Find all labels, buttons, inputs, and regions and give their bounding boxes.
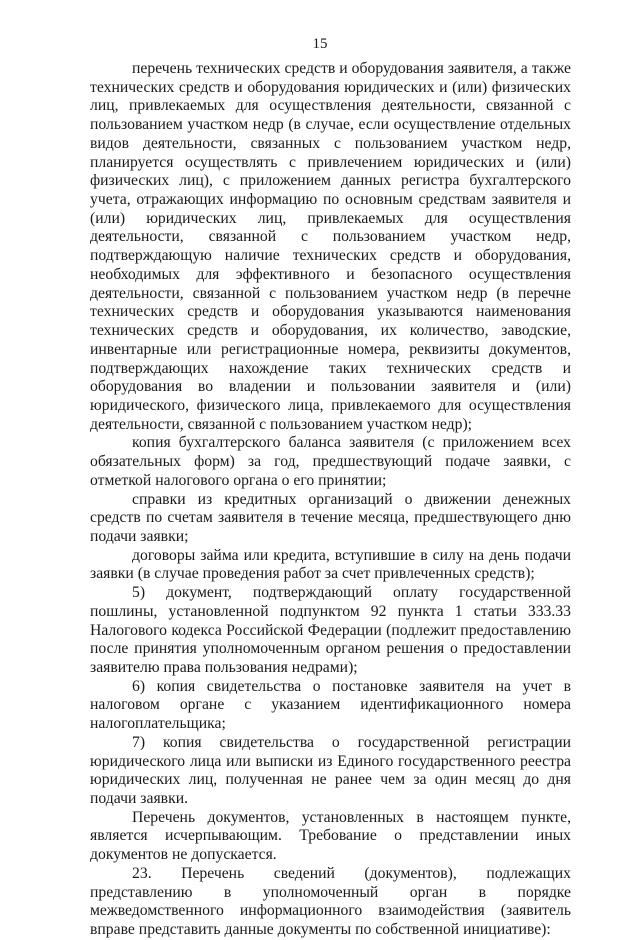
document-body: [90, 60, 571, 940]
paragraph-item-7: 7) копия свидетельства о государственной регистрации юридического лица или выписки из Единого государственного реестра юридических лиц, полученная не ранее чем за один месяц до дня подачи заявки.: [90, 733, 571, 808]
page-number: 15: [312, 36, 328, 52]
paragraph-item-5: 5) документ, подтверждающий оплату государственной пошлины, установленной подпунктом 92 пункта 1 статьи 333.33 Налогового кодекса Российской Федерации (подлежит предоставлению после принятия уполномоченным органом решения о предоставлении заявителю права пользования недрами);: [90, 584, 571, 676]
paragraph-loan-agreements: договоры займа или кредита, вступившие в силу на день подачи заявки (в случае проведения работ за счет привлеченных средств);: [90, 546, 571, 583]
paragraph-equipment-list: перечень технических средств и оборудования заявителя, а также технических средств и оборудования юридических и (или) физических лиц, привлекаемых для осуществления деятельности, связанной с пользованием участком недр (в случае, если осуществление отдельных видов деятельности, связанных с пользованием участком недр, планируется осуществлять с привлечением юридических и (или) физических лиц), с приложением данных регистра бухгалтерского учета, отражающих информацию по основным средствам заявителя и (или) юридических лиц, привлекаемых для осуществления деятельности, связанной с пользованием участком недр, подтверждающую наличие технических средств и оборудования, необходимых для эффективного и безопасного осуществления деятельности, связанной с пользованием участком недр (в перечне технических средств и оборудования указываются наименования технических средств и оборудования, их количество, заводские, инвентарные или регистрационные номера, реквизиты документов, подтверждающих нахождение таких технических средств и оборудования во владении и пользовании заявителя и (или) юридического, физического лица, привлекаемого для осуществления деятельности, связанной с пользованием участком недр);: [90, 60, 571, 433]
paragraph-bank-statements: справки из кредитных организаций о движении денежных средств по счетам заявителя в течение месяца, предшествующего дню подачи заявки;: [90, 490, 571, 545]
paragraph-section-23: 23. Перечень сведений (документов), подлежащих представлению в уполномоченный орган в порядке межведомственного информационного взаимодействия (заявитель вправе представить данные документы по собственной инициативе):: [90, 864, 571, 939]
paragraph-exhaustive-list: Перечень документов, установленных в настоящем пункте, является исчерпывающим. Требование о представлении иных документов не допускается.: [90, 808, 571, 864]
paragraph-balance-sheet: копия бухгалтерского баланса заявителя (с приложением всех обязательных форм) за год, предшествующий подаче заявки, с отметкой налогового органа о его принятии;: [90, 434, 571, 489]
paragraph-item-6: 6) копия свидетельства о постановке заявителя на учет в налоговом органе с указанием идентификационного номера налогоплательщика;: [90, 677, 571, 733]
